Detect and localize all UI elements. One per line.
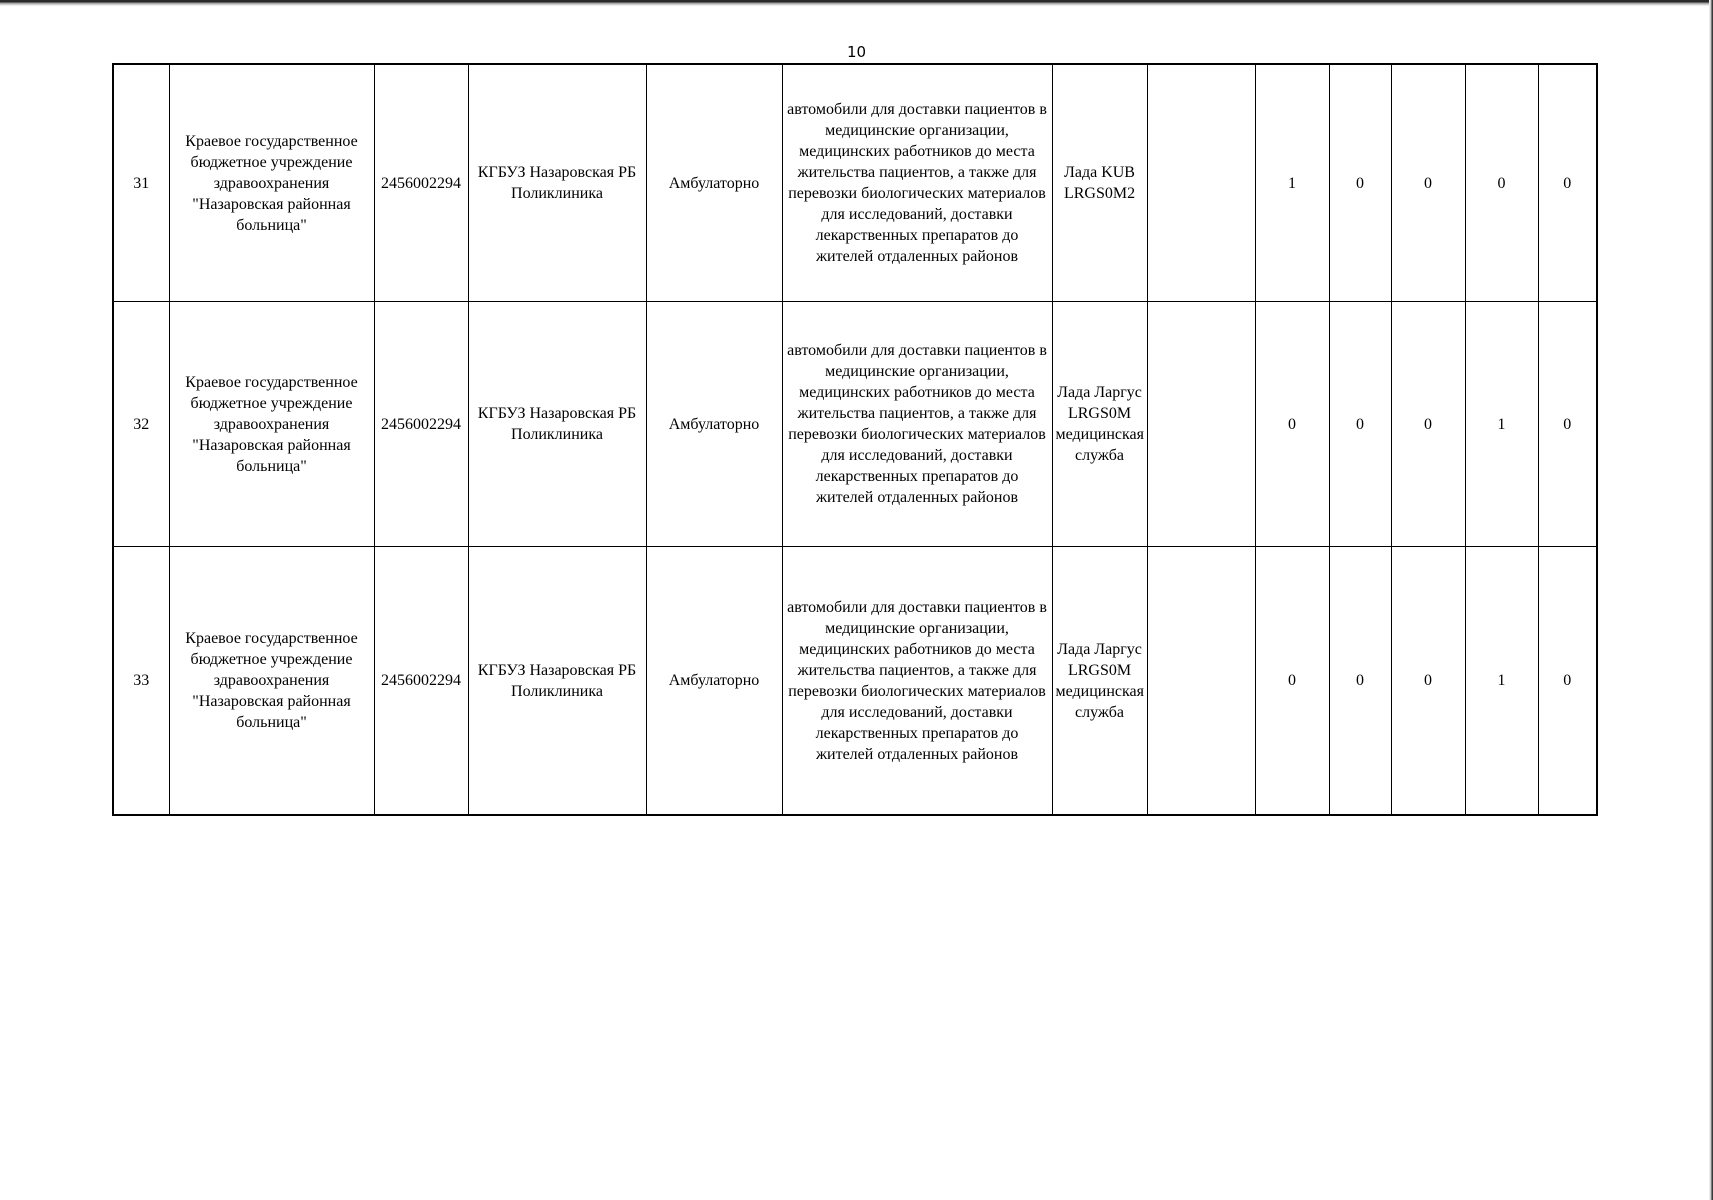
scan-right-edge: [1709, 0, 1713, 1200]
count-cell-5: 0: [1538, 302, 1597, 547]
row-number-cell: 33: [113, 547, 169, 816]
count-cell-3: 0: [1391, 64, 1465, 302]
empty-cell: [1147, 547, 1255, 816]
count-cell-4: 0: [1465, 64, 1538, 302]
vehicle-cell: Лада Ларгус LRGS0M медицинская служба: [1052, 302, 1147, 547]
row-number-cell: 31: [113, 64, 169, 302]
unit-cell: КГБУЗ Назаровская РБ Поликлиника: [468, 64, 646, 302]
count-cell-3: 0: [1391, 547, 1465, 816]
purpose-cell: автомобили для доставки пациентов в медицинские организации, медицинских работников до места жительства пациентов, а также для перевозки биологических материалов для исследований, доставки лекарственных препаратов до жителей отдаленных районов: [782, 302, 1052, 547]
table-row: [113, 64, 1597, 302]
vehicle-cell: Лада Ларгус LRGS0M медицинская служба: [1052, 547, 1147, 816]
inn-cell: 2456002294: [374, 64, 468, 302]
count-cell-1: 0: [1255, 547, 1329, 816]
empty-cell: [1147, 302, 1255, 547]
organization-cell: Краевое государственное бюджетное учреждение здравоохранения "Назаровская районная больница": [169, 64, 374, 302]
table-row: [113, 547, 1597, 816]
count-cell-1: 0: [1255, 302, 1329, 547]
scan-top-edge: [0, 0, 1713, 6]
table-row: [113, 302, 1597, 547]
count-cell-4: 1: [1465, 547, 1538, 816]
care-type-cell: Амбулаторно: [646, 547, 782, 816]
inn-cell: 2456002294: [374, 547, 468, 816]
count-cell-1: 1: [1255, 64, 1329, 302]
count-cell-3: 0: [1391, 302, 1465, 547]
page-number: 10: [846, 43, 867, 61]
count-cell-2: 0: [1329, 547, 1391, 816]
count-cell-2: 0: [1329, 302, 1391, 547]
empty-cell: [1147, 64, 1255, 302]
purpose-cell: автомобили для доставки пациентов в медицинские организации, медицинских работников до места жительства пациентов, а также для перевозки биологических материалов для исследований, доставки лекарственных препаратов до жителей отдаленных районов: [782, 547, 1052, 816]
count-cell-2: 0: [1329, 64, 1391, 302]
count-cell-4: 1: [1465, 302, 1538, 547]
count-cell-5: 0: [1538, 64, 1597, 302]
care-type-cell: Амбулаторно: [646, 64, 782, 302]
vehicle-register-table: [112, 63, 1598, 816]
inn-cell: 2456002294: [374, 302, 468, 547]
unit-cell: КГБУЗ Назаровская РБ Поликлиника: [468, 547, 646, 816]
unit-cell: КГБУЗ Назаровская РБ Поликлиника: [468, 302, 646, 547]
count-cell-5: 0: [1538, 547, 1597, 816]
organization-cell: Краевое государственное бюджетное учреждение здравоохранения "Назаровская районная больница": [169, 302, 374, 547]
row-number-cell: 32: [113, 302, 169, 547]
purpose-cell: автомобили для доставки пациентов в медицинские организации, медицинских работников до места жительства пациентов, а также для перевозки биологических материалов для исследований, доставки лекарственных препаратов до жителей отдаленных районов: [782, 64, 1052, 302]
vehicle-cell: Лада KUB LRGS0M2: [1052, 64, 1147, 302]
care-type-cell: Амбулаторно: [646, 302, 782, 547]
organization-cell: Краевое государственное бюджетное учреждение здравоохранения "Назаровская районная больница": [169, 547, 374, 816]
